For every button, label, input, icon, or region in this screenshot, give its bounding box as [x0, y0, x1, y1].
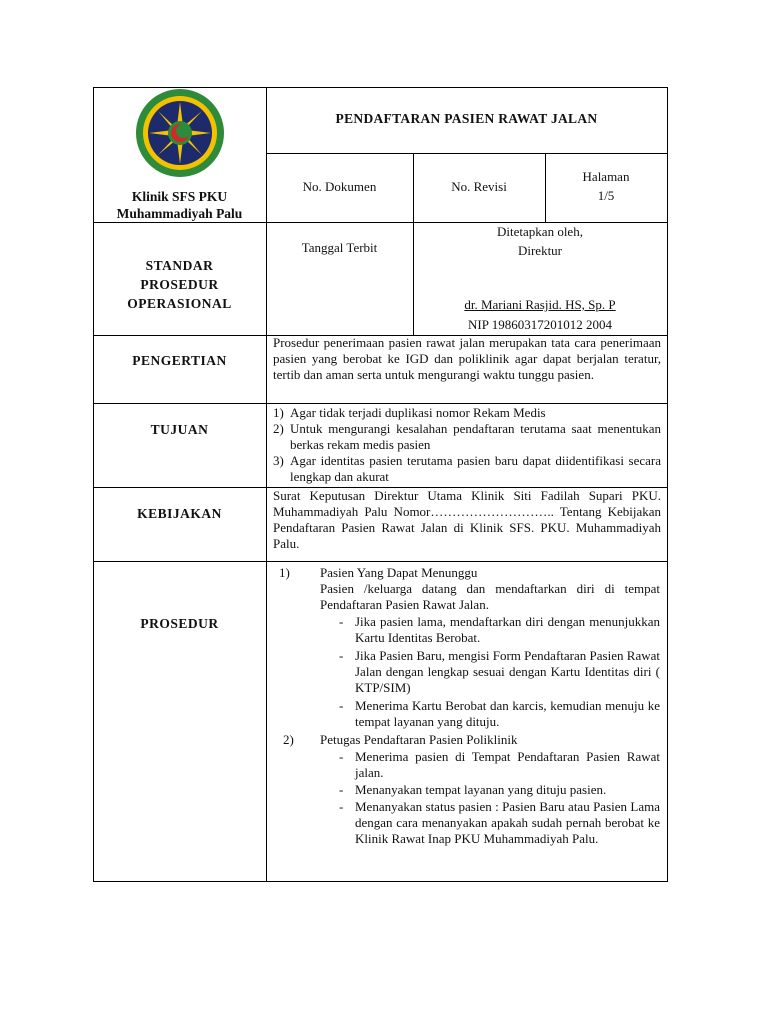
- prosedur-step-2-item-1: Menerima pasien di Tempat Pendaftaran Pasien Rawat jalan.: [355, 749, 660, 780]
- title-row-divider: [266, 153, 668, 154]
- signatory-name: dr. Mariani Rasjid. HS, Sp. P: [464, 297, 616, 312]
- table-border-right: [667, 87, 668, 882]
- page-label: Halaman: [582, 169, 630, 184]
- prosedur-step-1-dash-1: -: [339, 614, 344, 629]
- prosedur-step-2-dash-2: -: [339, 782, 344, 797]
- prosedur-label: PROSEDUR: [140, 616, 219, 631]
- page-value: 1/5: [597, 188, 615, 203]
- pengertian-label: PENGERTIAN: [132, 353, 227, 368]
- clinic-name-line2: Muhammadiyah Palu: [116, 206, 243, 221]
- prosedur-step-1-item-2: Jika Pasien Baru, mengisi Form Pendaftaran Pasien Rawat Jalan dengan lengkap sesuai dengan Kartu Identitas diri ( KTP/SIM): [355, 648, 660, 695]
- clinic-name-line1: Klinik SFS PKU: [131, 189, 228, 204]
- prosedur-step-1-item-1: Jika pasien lama, mendaftarkan diri dengan menunjukkan Kartu Identitas Berobat.: [355, 614, 660, 645]
- tujuan-item-2-text: Untuk mengurangi kesalahan pendaftaran terutama saat menentukan berkas rekam medis pasien: [290, 421, 661, 452]
- tujuan-item-2-num: 2): [273, 421, 284, 436]
- table-border-bottom: [93, 881, 668, 882]
- prosedur-step-1-dash-3: -: [339, 698, 344, 713]
- revision-label: No. Revisi: [451, 179, 507, 194]
- approved-by: Ditetapkan oleh,: [497, 224, 583, 239]
- prosedur-step-1-title: Pasien Yang Dapat Menunggu: [320, 565, 478, 580]
- signatory-nip: NIP 19860317201012 2004: [468, 317, 612, 332]
- tujuan-label: TUJUAN: [150, 422, 209, 437]
- clinic-logo: [135, 88, 225, 178]
- prosedur-step-2-dash-3: -: [339, 799, 344, 814]
- kebijakan-row-divider: [93, 561, 668, 562]
- tujuan-item-3-num: 3): [273, 453, 284, 468]
- document-title: PENDAFTARAN PASIEN RAWAT JALAN: [335, 111, 598, 126]
- prosedur-step-1-intro: Pasien /keluarga datang dan mendaftarkan diri di tempat Pendaftaran Pasien Rawat Jalan.: [320, 581, 660, 612]
- kebijakan-text: Surat Keputusan Direktur Utama Klinik Siti Fadilah Supari PKU. Muhammadiyah Palu Nomor……………………….. Tentang Kebijakan Pendaftaran Pasien Rawat Jalan di Klinik SFS. PKU. Muhammadiyah Palu.: [273, 488, 661, 551]
- sop-document-table: [93, 87, 668, 882]
- doc-number-label: No. Dokumen: [302, 179, 377, 194]
- approver-title: Direktur: [517, 243, 563, 258]
- sop-label-line1: STANDAR: [145, 258, 214, 273]
- prosedur-step-2-item-3: Menanyakan status pasien : Pasien Baru atau Pasien Lama dengan cara menanyakan apakah sudah pernah berobat ke Klinik Rawat Inap PKU Muhammadiyah Palu.: [355, 799, 660, 846]
- prosedur-step-1-item-3: Menerima Kartu Berobat dan karcis, kemudian menuju ke tempat layanan yang dituju.: [355, 698, 660, 729]
- prosedur-step-2-dash-1: -: [339, 749, 344, 764]
- sop-label-line2: PROSEDUR: [140, 277, 219, 292]
- issue-date-label: Tanggal Terbit: [301, 240, 378, 255]
- tujuan-item-1-text: Agar tidak terjadi duplikasi nomor Rekam Medis: [290, 405, 546, 420]
- prosedur-step-1-num: 1): [279, 565, 290, 580]
- tujuan-item-1-num: 1): [273, 405, 284, 420]
- column-divider: [266, 87, 267, 882]
- header-row-divider: [93, 222, 668, 223]
- prosedur-step-2-title: Petugas Pendaftaran Pasien Poliklinik: [320, 732, 518, 747]
- sop-label-line3: OPERASIONAL: [127, 296, 232, 311]
- pengertian-row-divider: [93, 403, 668, 404]
- tujuan-item-3-text: Agar identitas pasien terutama pasien baru dapat diidentifikasi secara lengkap dan akurat: [290, 453, 661, 484]
- pengertian-text: Prosedur penerimaan pasien rawat jalan merupakan tata cara penerimaan pasien yang berobat ke IGD dan poliklinik agar dapat berjalan teratur, tertib dan aman serta untuk mengurangi waktu tunggu pasien.: [273, 335, 661, 382]
- prosedur-step-2-item-2: Menanyakan tempat layanan yang dituju pasien.: [355, 782, 607, 797]
- kebijakan-label: KEBIJAKAN: [137, 506, 222, 521]
- prosedur-step-2-num: 2): [283, 732, 294, 747]
- prosedur-step-1-dash-2: -: [339, 648, 344, 663]
